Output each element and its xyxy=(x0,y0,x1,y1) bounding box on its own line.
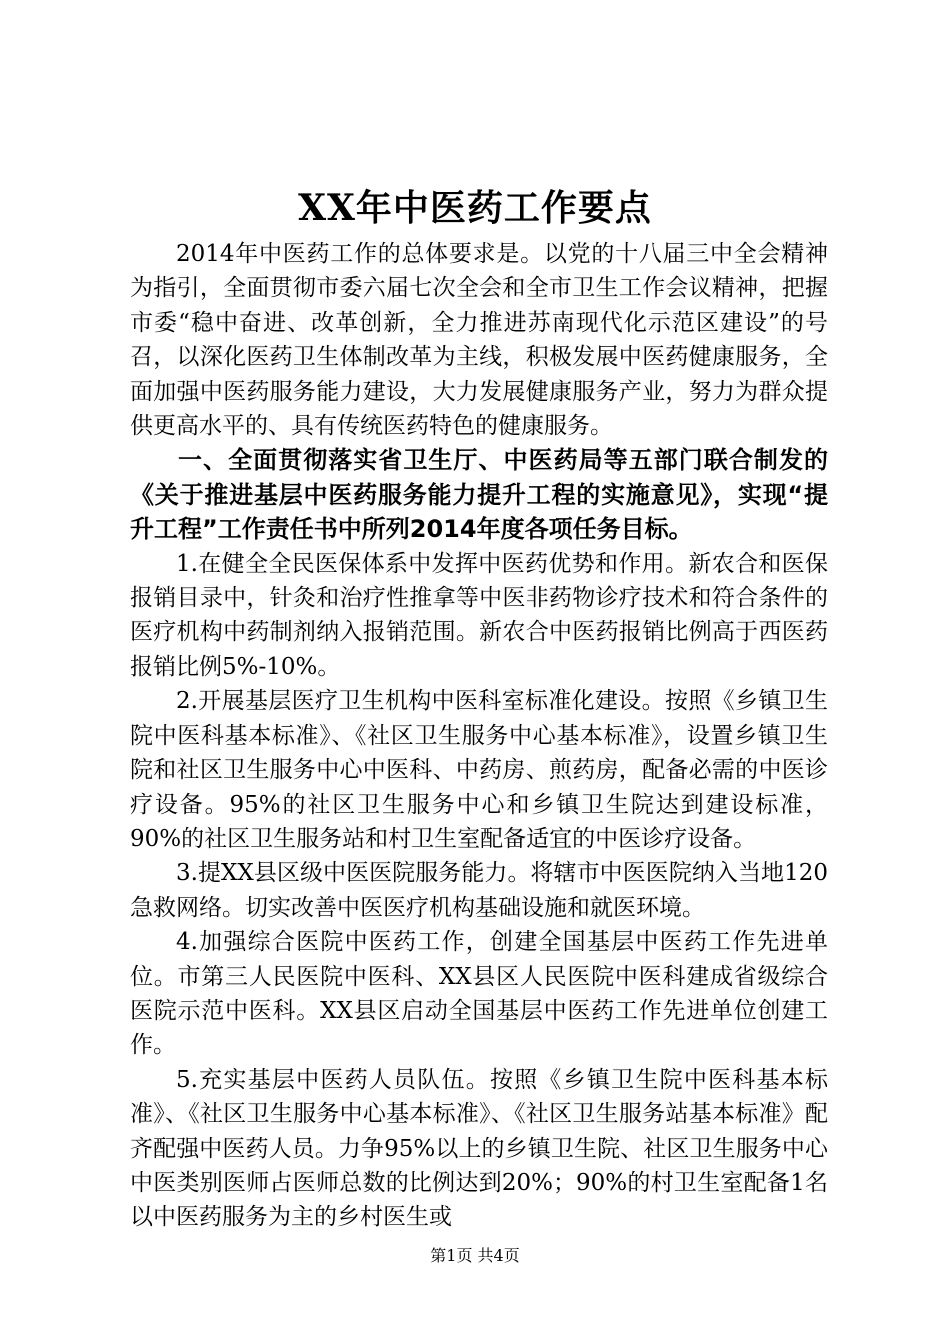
paragraph-intro: 2014年中医药工作的总体要求是。以党的十八届三中全会精神为指引，全面贯彻市委六届七次全会和全市卫生工作会议精神，把握市委“稳中奋进、改革创新，全力推进苏南现代化示范区建设”的号召，以深化医药卫生体制改革为主线，积极发展中医药健康服务，全面加强中医药服务能力建设，大力发展健康服务产业，努力为群众提供更高水平的、具有传统医药特色的健康服务。 xyxy=(130,241,828,440)
paragraph-item-4: 4.加强综合医院中医药工作，创建全国基层中医药工作先进单位。市第三人民医院中医科、XX县区人民医院中医科建成省级综合医院示范中医科。XX县区启动全国基层中医药工作先进单位创建工作。 xyxy=(130,929,828,1059)
paragraph-item-2: 2.开展基层医疗卫生机构中医科室标准化建设。按照《乡镇卫生院中医科基本标准》、《社区卫生服务中心基本标准》，设置乡镇卫生院和社区卫生服务中心中医科、中药房、煎药房，配备必需的中医诊疗设备。95%的社区卫生服务中心和乡镇卫生院达到建设标准，90%的社区卫生服务站和村卫生室配备适宜的中医诊疗设备。 xyxy=(130,688,828,852)
paragraph-item-3: 3.提XX县区级中医医院服务能力。将辖市中医医院纳入当地120急救网络。切实改善中医医疗机构基础设施和就医环境。 xyxy=(130,860,828,921)
paragraph-item-5: 5.充实基层中医药人员队伍。按照《乡镇卫生院中医科基本标准》、《社区卫生服务中心基本标准》、《社区卫生服务站基本标准》配齐配强中医药人员。力争95%以上的乡镇卫生院、社区卫生服务中心中医类别医师占医师总数的比例达到20%；90%的村卫生室配备1名以中医药服务为主的乡村医生或 xyxy=(130,1066,828,1231)
document-title: XX年中医药工作要点 xyxy=(298,187,652,229)
paragraph-item-1: 1.在健全全民医保体系中发挥中医药优势和作用。新农合和医保报销目录中，针灸和治疗性推拿等中医非药物诊疗技术和符合条件的医疗机构中药制剂纳入报销范围。新农合中医药报销比例高于西医药报销比例5%-10%。 xyxy=(130,550,828,680)
section-heading-1: 一、全面贯彻落实省卫生厅、中医药局等五部门联合制发的《关于推进基层中医药服务能力提升工程的实施意见》，实现“提升工程”工作责任书中所列2014年度各项任务目标。 xyxy=(130,446,828,544)
document-body xyxy=(130,237,828,1235)
page-number-footer: 第1页 共4页 xyxy=(430,1246,520,1265)
